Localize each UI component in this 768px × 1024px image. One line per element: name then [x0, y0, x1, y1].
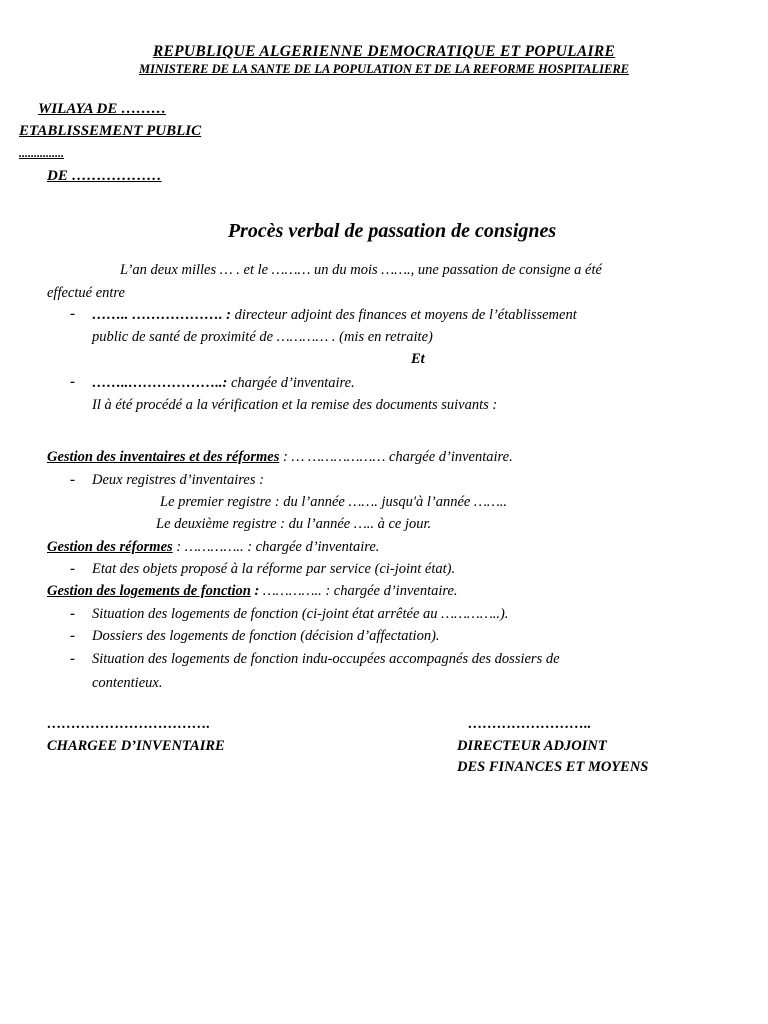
etablissement-dots: ............... — [19, 146, 64, 160]
header-ministry: MINISTERE DE LA SANTE DE LA POPULATION ET DE LA REFORME HOSPITALIERE — [138, 62, 630, 76]
party-1-line — [92, 307, 577, 324]
contentieux-line: contentieux. — [92, 675, 163, 691]
document-title: Procès verbal de passation de consignes — [227, 220, 557, 242]
party-2-name: ……..………………..: — [92, 375, 228, 391]
section-reformes — [47, 539, 379, 556]
bullet-dash: - — [70, 606, 75, 622]
deuxieme-registre: Le deuxième registre : du l’année ….. à ce jour. — [156, 516, 432, 532]
premier-registre: Le premier registre : du l’année ……. jusqu'à l’année …….. — [160, 494, 508, 510]
intro-line-1: L’an deux milles … . et le ……… un du mois ……., une passation de consigne a été — [120, 262, 602, 278]
dossiers-logements-item: Dossiers des logements de fonction (décision d’affectation). — [92, 628, 440, 644]
et-separator: Et — [411, 351, 425, 367]
verification-line: Il à été procédé a la vérification et la remise des documents suivants : — [92, 397, 498, 413]
signature-right-label-1: DIRECTEUR ADJOINT — [457, 738, 607, 754]
bullet-dash: - — [70, 306, 75, 322]
bullet-dash: - — [70, 651, 75, 667]
etablissement-line: ETABLISSEMENT PUBLIC — [19, 123, 202, 139]
signature-left-dots: ……………………………. — [47, 716, 211, 732]
wilaya-line: WILAYA DE ……… — [38, 101, 167, 117]
section-inventaires-rest: : … ……………… chargée d’inventaire. — [279, 449, 513, 465]
party-2-role: chargée d’inventaire. — [227, 375, 355, 391]
section-logements — [47, 583, 458, 600]
section-reformes-title: Gestion des réformes — [47, 539, 173, 555]
section-reformes-rest: ………….. : chargée d’inventaire. — [184, 539, 380, 555]
bullet-dash: - — [70, 561, 75, 577]
indu-occupees-item: Situation des logements de fonction indu-occupées accompagnés des dossiers de — [92, 651, 560, 667]
section-logements-rest: ………….. : chargée d’inventaire. — [262, 583, 458, 599]
situation-logements-item: Situation des logements de fonction (ci-joint état arrêtée au …………..). — [92, 606, 509, 622]
section-inventaires-title: Gestion des inventaires et des réformes — [47, 449, 280, 465]
section-inventaires — [47, 449, 513, 466]
intro-line-2: effectué entre — [47, 285, 125, 301]
section-logements-colon: : — [250, 583, 263, 599]
de-line: DE ……………… — [47, 168, 162, 184]
registres-item: Deux registres d’inventaires : — [92, 472, 264, 488]
party-2-line — [92, 375, 355, 392]
party-1-name: …….. ………………. : — [92, 307, 231, 323]
signature-right-dots: …………………….. — [468, 716, 592, 732]
bullet-dash: - — [70, 472, 75, 488]
signature-right-label-2: DES FINANCES ET MOYENS — [457, 759, 649, 775]
bullet-dash: - — [70, 374, 75, 390]
bullet-dash: - — [70, 628, 75, 644]
header-republic: REPUBLIQUE ALGERIENNE DEMOCRATIQUE ET POPULAIRE — [152, 43, 616, 60]
section-logements-title: Gestion des logements de fonction — [47, 583, 251, 599]
etat-objets-item: Etat des objets proposé à la réforme par service (ci-joint état). — [92, 561, 456, 577]
section-reformes-colon: : — [172, 539, 185, 555]
party-1-role: directeur adjoint des finances et moyens de l’établissement — [230, 307, 577, 323]
party-1-line-2: public de santé de proximité de ………… . (mis en retraite) — [92, 329, 433, 345]
signature-left-label: CHARGEE D’INVENTAIRE — [47, 738, 225, 754]
